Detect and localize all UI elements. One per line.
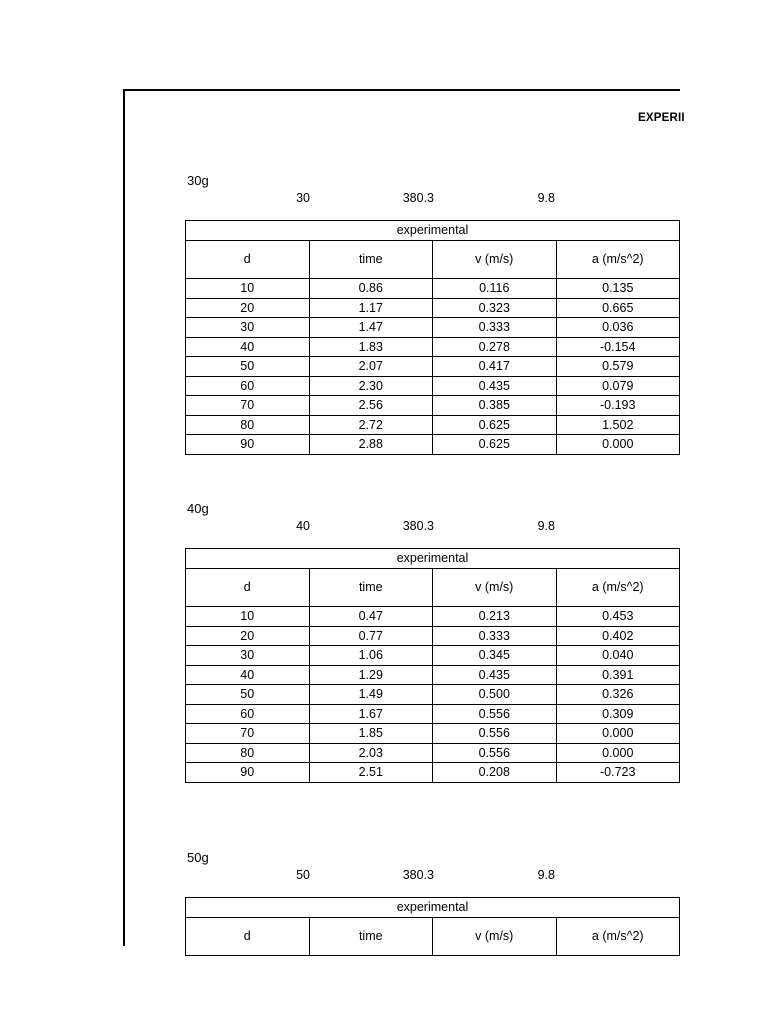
experimental-table <box>185 897 680 956</box>
table-row <box>186 435 680 455</box>
cell-d: 10 <box>186 607 310 627</box>
cell-time: 1.06 <box>309 646 433 666</box>
cell-acceleration: 0.000 <box>556 724 680 744</box>
column-header-time: time <box>309 241 433 279</box>
cell-acceleration: 0.000 <box>556 435 680 455</box>
table-row <box>186 415 680 435</box>
table-row <box>186 763 680 783</box>
cell-time: 0.47 <box>309 607 433 627</box>
cell-velocity: 0.345 <box>433 646 557 666</box>
table-row <box>186 704 680 724</box>
cell-d: 40 <box>186 665 310 685</box>
mass-label: 30g <box>187 173 209 188</box>
cell-d: 80 <box>186 743 310 763</box>
cell-time: 2.72 <box>309 415 433 435</box>
column-header-d: d <box>186 569 310 607</box>
cell-velocity: 0.556 <box>433 704 557 724</box>
cell-d: 10 <box>186 279 310 299</box>
cell-time: 2.03 <box>309 743 433 763</box>
table-row <box>186 607 680 627</box>
cell-velocity: 0.333 <box>433 318 557 338</box>
experimental-table <box>185 548 680 783</box>
cell-acceleration: -0.154 <box>556 337 680 357</box>
cell-acceleration: -0.723 <box>556 763 680 783</box>
cell-time: 1.85 <box>309 724 433 744</box>
cell-acceleration: 0.326 <box>556 685 680 705</box>
cell-d: 90 <box>186 435 310 455</box>
cell-acceleration: 0.040 <box>556 646 680 666</box>
cell-acceleration: -0.193 <box>556 396 680 416</box>
cell-velocity: 0.208 <box>433 763 557 783</box>
cell-d: 20 <box>186 298 310 318</box>
cell-velocity: 0.213 <box>433 607 557 627</box>
param-gravity: 9.8 <box>537 519 555 533</box>
cell-velocity: 0.435 <box>433 376 557 396</box>
cell-velocity: 0.625 <box>433 415 557 435</box>
cell-time: 1.49 <box>309 685 433 705</box>
experimental-table <box>185 220 680 455</box>
cell-acceleration: 0.036 <box>556 318 680 338</box>
table-title: experimental <box>186 221 680 241</box>
cell-time: 1.47 <box>309 318 433 338</box>
cell-time: 2.51 <box>309 763 433 783</box>
cell-time: 1.83 <box>309 337 433 357</box>
table-title: experimental <box>186 549 680 569</box>
table-row <box>186 626 680 646</box>
param-mass: 30 <box>296 191 310 205</box>
cell-time: 2.30 <box>309 376 433 396</box>
table-row <box>186 396 680 416</box>
cell-velocity: 0.333 <box>433 626 557 646</box>
param-mass: 50 <box>296 868 310 882</box>
table-row <box>186 337 680 357</box>
table-row <box>186 665 680 685</box>
cell-d: 60 <box>186 704 310 724</box>
column-header-acceleration: a (m/s^2) <box>556 918 680 956</box>
param-gravity: 9.8 <box>537 868 555 882</box>
cell-velocity: 0.556 <box>433 743 557 763</box>
cell-velocity: 0.417 <box>433 357 557 377</box>
cell-velocity: 0.278 <box>433 337 557 357</box>
param-mass: 40 <box>296 519 310 533</box>
cell-velocity: 0.385 <box>433 396 557 416</box>
cell-acceleration: 0.579 <box>556 357 680 377</box>
mass-label: 40g <box>187 501 209 516</box>
cell-acceleration: 0.309 <box>556 704 680 724</box>
column-header-velocity: v (m/s) <box>433 918 557 956</box>
column-header-velocity: v (m/s) <box>433 569 557 607</box>
table-row <box>186 279 680 299</box>
cell-acceleration: 0.135 <box>556 279 680 299</box>
cell-d: 30 <box>186 646 310 666</box>
cell-velocity: 0.556 <box>433 724 557 744</box>
cell-time: 0.86 <box>309 279 433 299</box>
cell-velocity: 0.435 <box>433 665 557 685</box>
cell-acceleration: 0.453 <box>556 607 680 627</box>
cell-acceleration: 0.079 <box>556 376 680 396</box>
table-row <box>186 743 680 763</box>
table-row <box>186 318 680 338</box>
column-header-d: d <box>186 918 310 956</box>
cell-acceleration: 0.665 <box>556 298 680 318</box>
cell-d: 90 <box>186 763 310 783</box>
cell-acceleration: 0.000 <box>556 743 680 763</box>
cell-time: 1.29 <box>309 665 433 685</box>
param-distance: 380.3 <box>402 519 434 533</box>
column-header-acceleration: a (m/s^2) <box>556 569 680 607</box>
cell-d: 60 <box>186 376 310 396</box>
page-header: EXPERII <box>638 112 685 124</box>
param-distance: 380.3 <box>402 868 434 882</box>
cell-time: 2.88 <box>309 435 433 455</box>
cell-d: 50 <box>186 357 310 377</box>
table-row <box>186 298 680 318</box>
cell-d: 40 <box>186 337 310 357</box>
param-distance: 380.3 <box>402 191 434 205</box>
table-title: experimental <box>186 898 680 918</box>
table-row <box>186 685 680 705</box>
cell-time: 1.17 <box>309 298 433 318</box>
cell-d: 80 <box>186 415 310 435</box>
cell-time: 2.56 <box>309 396 433 416</box>
table-row <box>186 724 680 744</box>
cell-velocity: 0.500 <box>433 685 557 705</box>
cell-d: 70 <box>186 396 310 416</box>
cell-velocity: 0.116 <box>433 279 557 299</box>
table-row <box>186 357 680 377</box>
cell-d: 30 <box>186 318 310 338</box>
cell-d: 70 <box>186 724 310 744</box>
cell-time: 0.77 <box>309 626 433 646</box>
column-header-time: time <box>309 569 433 607</box>
cell-velocity: 0.625 <box>433 435 557 455</box>
table-row <box>186 646 680 666</box>
spreadsheet-page <box>123 89 685 946</box>
column-header-acceleration: a (m/s^2) <box>556 241 680 279</box>
table-row <box>186 376 680 396</box>
column-header-d: d <box>186 241 310 279</box>
column-header-time: time <box>309 918 433 956</box>
column-header-velocity: v (m/s) <box>433 241 557 279</box>
cell-d: 20 <box>186 626 310 646</box>
cell-time: 2.07 <box>309 357 433 377</box>
cell-acceleration: 0.391 <box>556 665 680 685</box>
mass-label: 50g <box>187 850 209 865</box>
cell-velocity: 0.323 <box>433 298 557 318</box>
param-gravity: 9.8 <box>537 191 555 205</box>
cell-time: 1.67 <box>309 704 433 724</box>
cell-acceleration: 1.502 <box>556 415 680 435</box>
cell-acceleration: 0.402 <box>556 626 680 646</box>
cell-d: 50 <box>186 685 310 705</box>
